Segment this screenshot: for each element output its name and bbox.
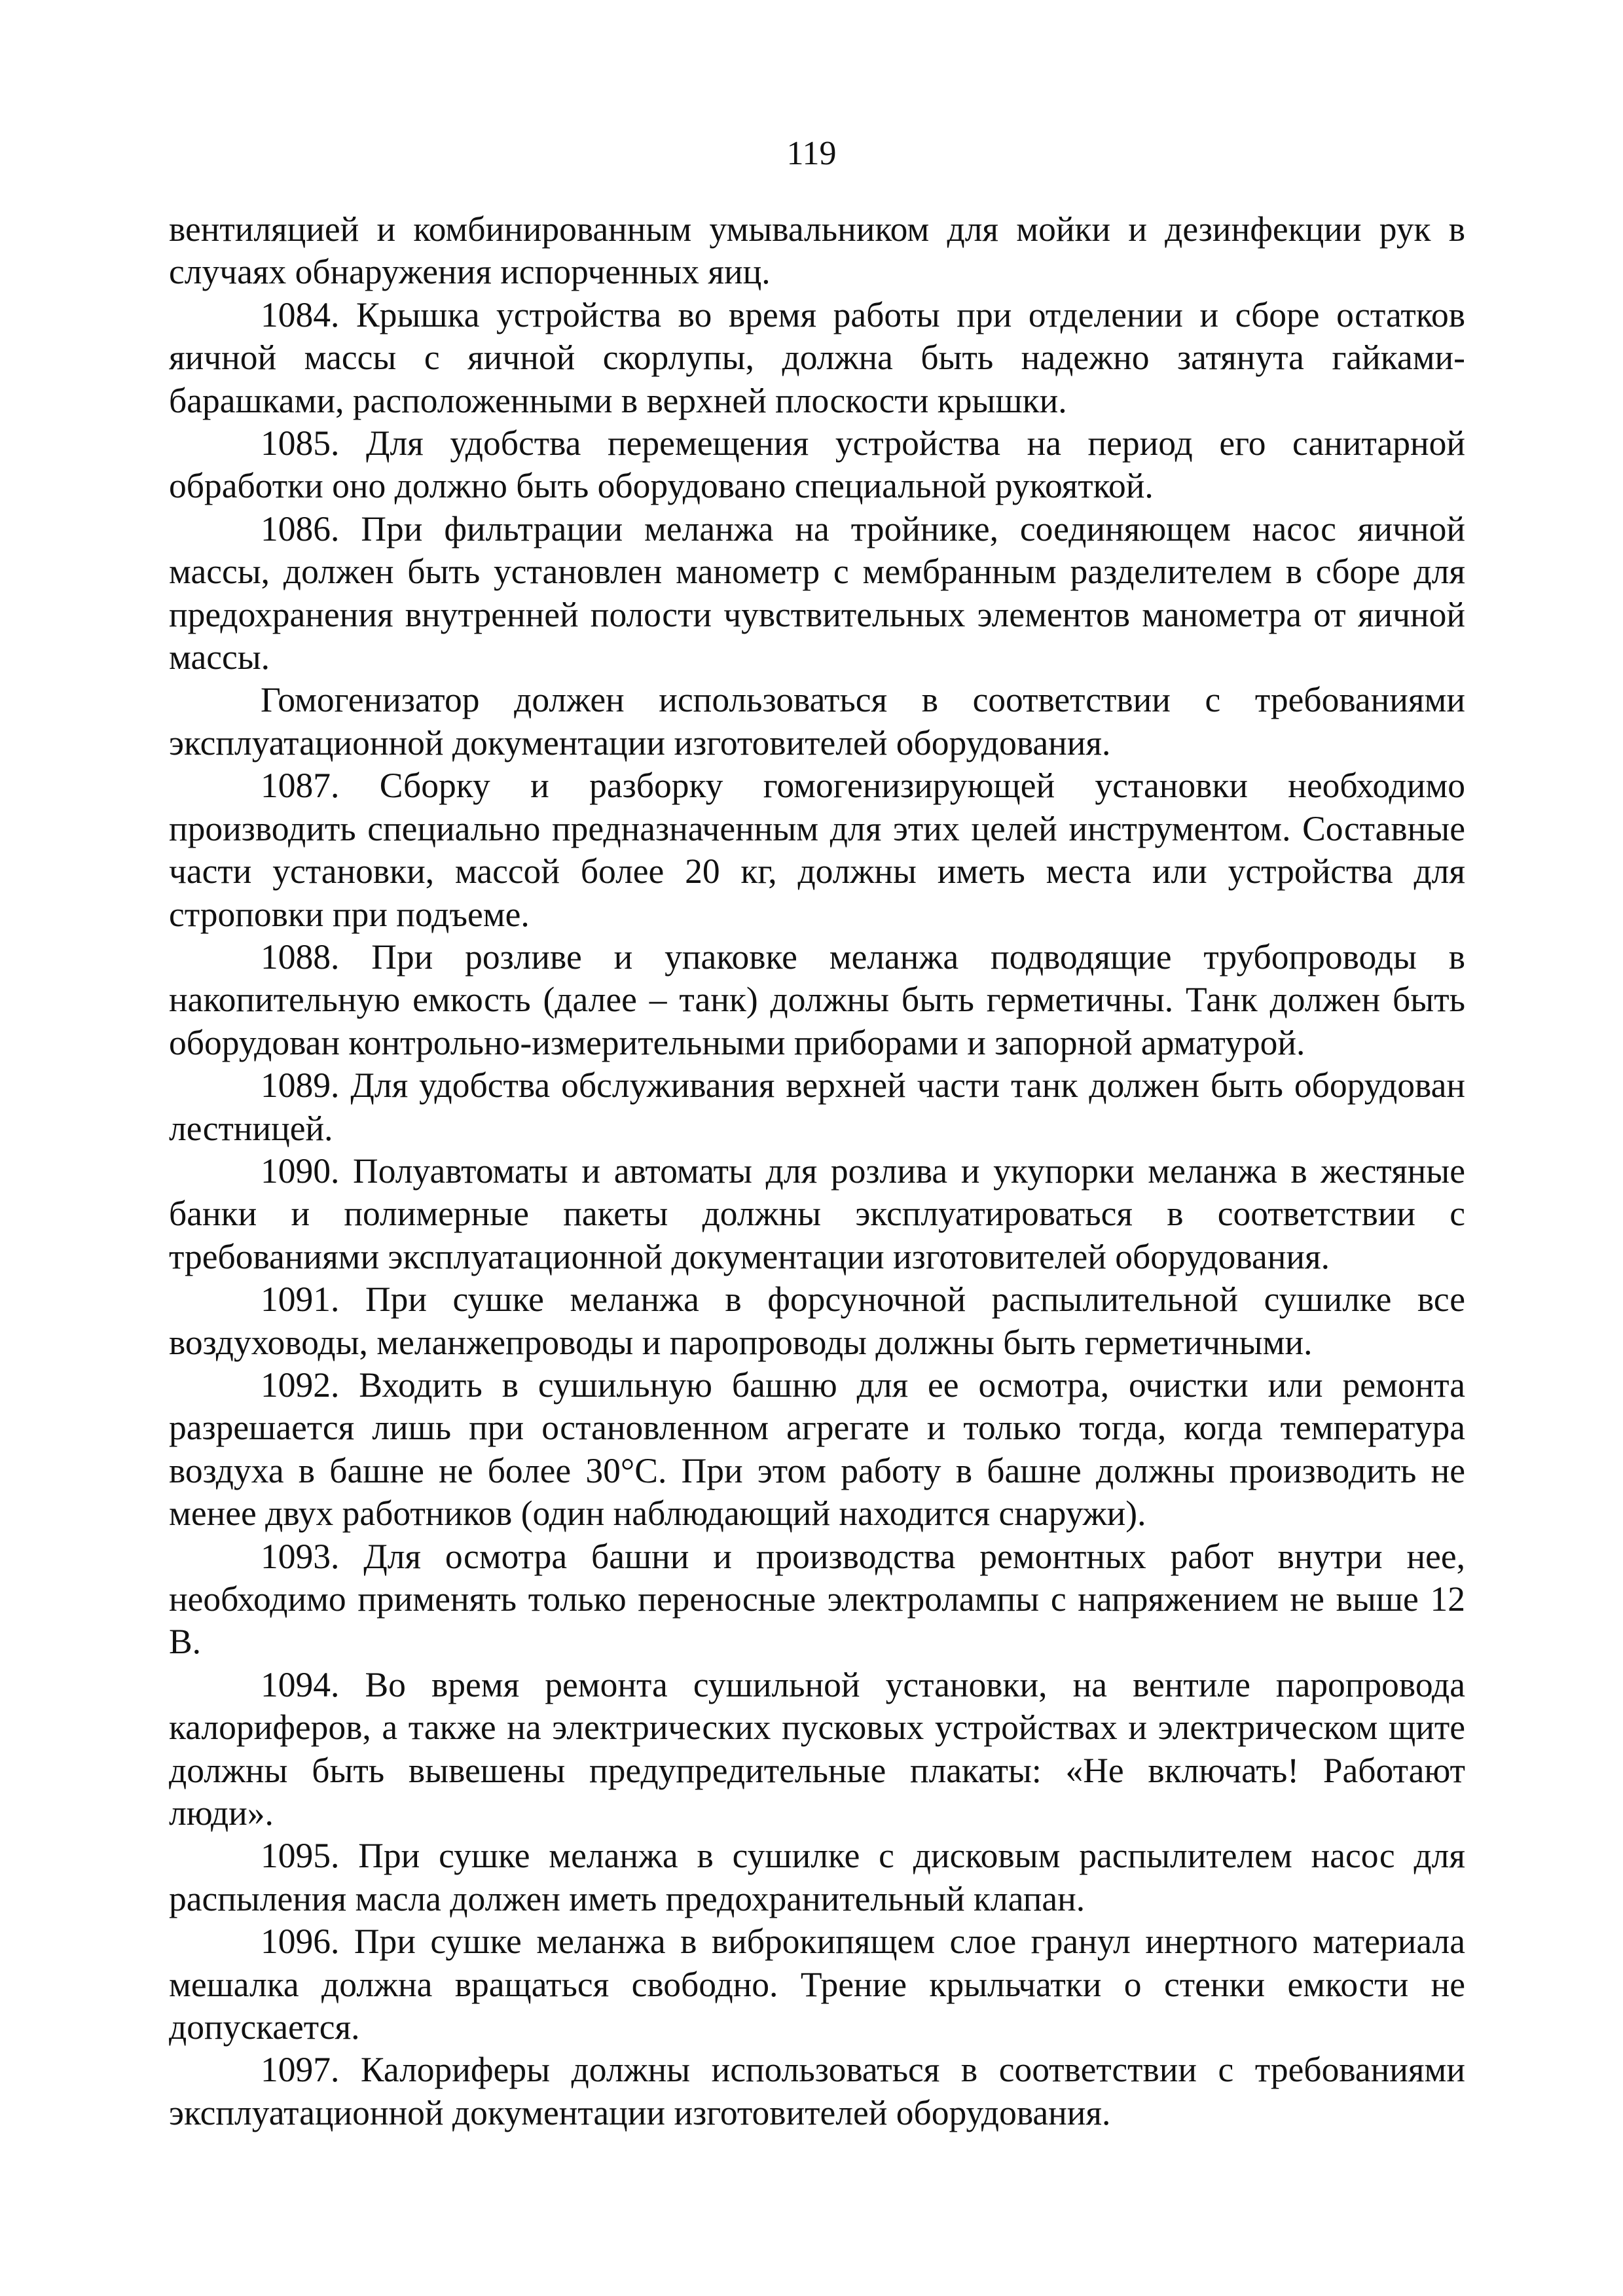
- paragraph-1090: 1090. Полуавтоматы и автоматы для розлива и укупорки меланжа в жестяные банки и полимерные пакеты должны эксплуатироваться в соответствии с требованиями эксплуатационной документации изготовителей оборудования.: [169, 1151, 1465, 1276]
- paragraph-1085: 1085. Для удобства перемещения устройства на период его санитарной обработки оно должно быть оборудовано специальной рукояткой.: [169, 423, 1465, 506]
- paragraph-1087: 1087. Сборку и разборку гомогенизирующей установки необходимо производить специально предназначенным для этих целей инструментом. Составные части установки, массой более 20 кг, должны иметь места или устройства для строповки при подъеме.: [169, 766, 1465, 934]
- paragraph-1088: 1088. При розливе и упаковке меланжа подводящие трубопроводы в накопительную емкость (далее – танк) должны быть герметичны. Танк должен быть оборудован контрольно-измерительными приборами и запорной арматурой.: [169, 937, 1465, 1062]
- paragraph-1086: 1086. При фильтрации меланжа на тройнике, соединяющем насос яичной массы, должен быть установлен манометр с мембранным разделителем в сборе для предохранения внутренней полости чувствительных элементов манометра от яичной массы.: [169, 509, 1465, 677]
- paragraph-1096: 1096. При сушке меланжа в виброкипящем слое гранул инертного материала мешалка должна вращаться свободно. Трение крыльчатки о стенки емкости не допускается.: [169, 1922, 1465, 2047]
- paragraph-homogenizer: Гомогенизатор должен использоваться в соответствии с требованиями эксплуатационной документации изготовителей оборудования.: [169, 680, 1465, 762]
- page-number: 119: [786, 135, 837, 172]
- paragraph-1097: 1097. Калориферы должны использоваться в соответствии с требованиями эксплуатационной документации изготовителей оборудования.: [169, 2050, 1465, 2132]
- paragraph-1093: 1093. Для осмотра башни и производства ремонтных работ внутри нее, необходимо применять только переносные электролампы с напряжением не выше 12 В.: [169, 1536, 1465, 1662]
- paragraph-1092: 1092. Входить в сушильную башню для ее осмотра, очистки или ремонта разрешается лишь при остановленном агрегате и только тогда, когда температура воздуха в башне не более 30°С. При этом работу в башне должны производить не менее двух работников (один наблюдающий находится снаружи).: [169, 1365, 1465, 1534]
- paragraph-1089: 1089. Для удобства обслуживания верхней части танк должен быть оборудован лестницей.: [169, 1066, 1465, 1148]
- paragraph-continuation: вентиляцией и комбинированным умывальником для мойки и дезинфекции рук в случаях обнаружения испорченных яиц.: [169, 209, 1465, 292]
- paragraph-1091: 1091. При сушке меланжа в форсуночной распылительной сушилке все воздуховоды, меланжепроводы и паропроводы должны быть герметичными.: [169, 1280, 1465, 1362]
- document-body: [169, 208, 1465, 2134]
- paragraph-1094: 1094. Во время ремонта сушильной установки, на вентиле паропровода калориферов, а также на электрических пусковых устройствах и электрическом щите должны быть вывешены предупредительные плакаты: «Не включать! Работают люди».: [169, 1664, 1465, 1833]
- paragraph-1095: 1095. При сушке меланжа в сушилке с дисковым распылителем насос для распыления масла должен иметь предохранительный клапан.: [169, 1836, 1465, 1918]
- paragraph-1084: 1084. Крышка устройства во время работы при отделении и сборе остатков яичной массы с яичной скорлупы, должна быть надежно затянута гайками-барашками, расположенными в верхней плоскости крышки.: [169, 295, 1465, 420]
